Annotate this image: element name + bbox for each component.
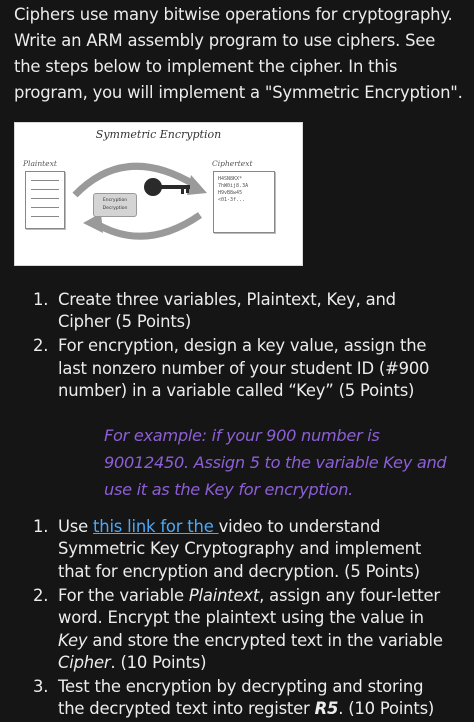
plaintext-label: Plaintext bbox=[23, 159, 57, 168]
text-segment: Use bbox=[58, 517, 94, 536]
list-item-text: For encryption, design a key value, assign the last nonzero number of your student ID (#900 number) in a variable called “Key” (5 Points) bbox=[58, 336, 430, 401]
list-number: 1. bbox=[33, 290, 49, 309]
list-item bbox=[33, 585, 453, 675]
list-item bbox=[33, 676, 453, 721]
symmetric-encryption-figure bbox=[14, 122, 303, 266]
encrypt-arrow bbox=[75, 166, 195, 195]
text-segment: . (10 Points) bbox=[338, 699, 435, 719]
text-segment: and store the encrypted text in the variable bbox=[87, 630, 443, 650]
cipher-line: <01-3f... bbox=[218, 197, 246, 203]
example-note: For example: if your 900 number is 90012450. Assign 5 to the variable Key and use it as the Key for encryption. bbox=[104, 426, 447, 499]
italic-term: Key bbox=[58, 630, 88, 650]
list-number: 1. bbox=[33, 517, 49, 536]
text-segment: Test the encryption by decrypting and storing the decrypted text into register bbox=[58, 677, 424, 719]
cipher-line: 7hW0ij8.3A bbox=[218, 183, 249, 189]
text-segment: , assign any four-letter word. Encrypt the plaintext using the value in bbox=[58, 585, 440, 628]
list-number: 2. bbox=[33, 336, 49, 356]
list-item bbox=[33, 516, 453, 583]
tag-decryption-label: Decryption bbox=[102, 206, 128, 211]
cipher-line: H9vB8w45 bbox=[218, 190, 243, 196]
list-item-text: Create three variables, Plaintext, Key, and Cipher (5 Points) bbox=[58, 290, 396, 332]
ciphertext-label: Ciphertext bbox=[212, 159, 253, 168]
video-link[interactable]: this link for the bbox=[93, 517, 219, 536]
register-name: R5 bbox=[314, 699, 339, 719]
text-segment: For the variable bbox=[58, 585, 189, 605]
tag-encryption-label: Encryption bbox=[102, 198, 128, 203]
steps-list-second bbox=[33, 516, 453, 722]
steps-list-first bbox=[33, 289, 453, 404]
list-number: 2. bbox=[33, 585, 49, 605]
list-item bbox=[33, 289, 453, 334]
decrypt-arrow bbox=[95, 215, 200, 236]
text-segment: . (10 Points) bbox=[110, 653, 207, 673]
figure-title: Symmetric Encryption bbox=[95, 128, 222, 141]
list-item bbox=[33, 335, 453, 402]
italic-term: Cipher bbox=[58, 653, 111, 673]
list-number: 3. bbox=[33, 677, 49, 697]
intro-paragraph: Ciphers use many bitwise operations for cryptography. Write an ARM assembly program to use ciphers. See the steps below to implement the cipher. In this program, you will implement a "Symmetric Encryption". bbox=[14, 5, 463, 102]
encryption-tag bbox=[93, 193, 137, 217]
italic-term: Plaintext bbox=[188, 585, 260, 605]
cipher-line: H4SN8KX* bbox=[218, 176, 243, 182]
ciphertext-document-icon bbox=[213, 171, 275, 233]
text-segment: video to understand Symmetric Key Cryptography and implement that for encryption and decryption. (5 Points) bbox=[58, 517, 422, 581]
plaintext-document-icon bbox=[25, 171, 65, 229]
